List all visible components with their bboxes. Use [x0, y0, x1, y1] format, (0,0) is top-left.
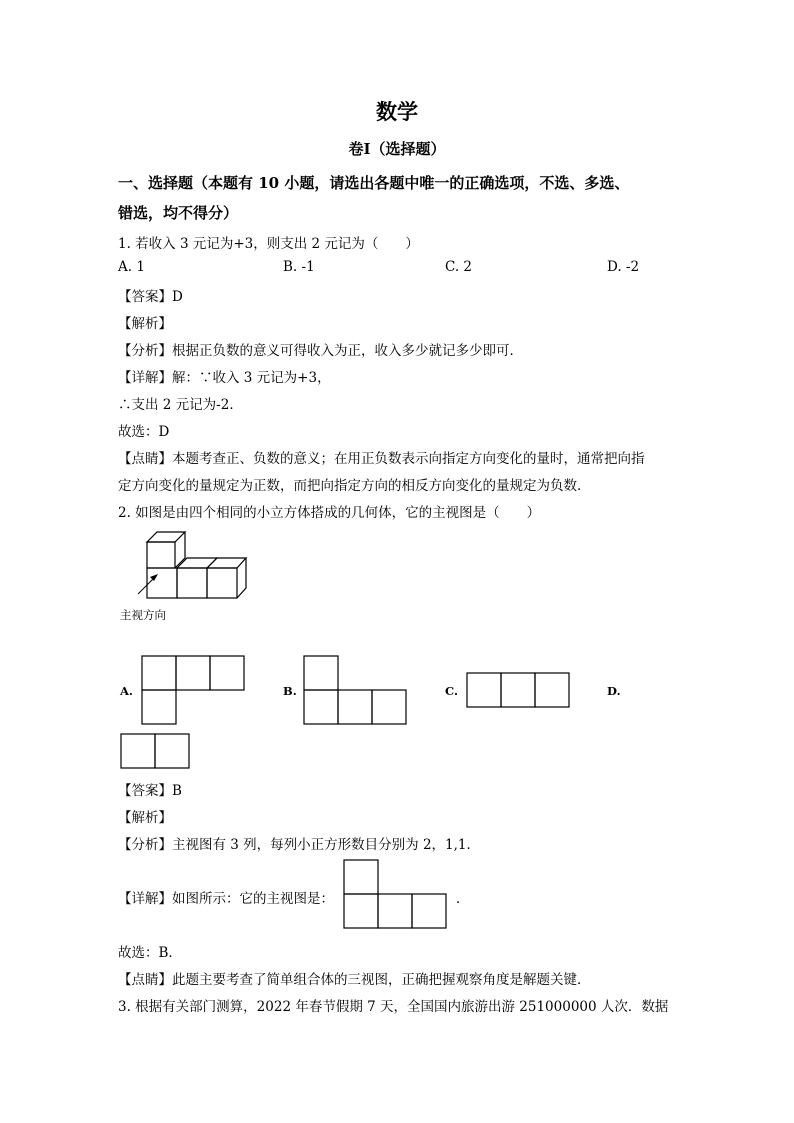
q1-choice: 故选：D	[118, 424, 170, 440]
q2-detail-end: ．	[456, 891, 470, 907]
q2-choice: 故选：B．	[118, 945, 182, 961]
q2-option-a-label: A.	[120, 684, 133, 698]
q2-jiexi-heading: 【解析】	[118, 810, 172, 826]
q1-option-a: A. 1	[118, 259, 145, 275]
q2-option-d-figure	[120, 733, 192, 769]
q3-stem: 3. 根据有关部门测算，2022 年春节假期 7 天，全国国内旅游出游 251000000 人次．数据	[118, 999, 669, 1015]
q1-jiexi-heading: 【解析】	[118, 316, 172, 332]
q1-step: ∴支出 2 元记为-2．	[118, 397, 243, 413]
section-heading-line1: 一、选择题（本题有 10 小题，请选出各题中唯一的正确选项，不选、多选、	[118, 174, 630, 192]
q2-comment: 【点睛】此题主要考查了简单组合体的三视图，正确把握观察角度是解题关键．	[118, 972, 591, 988]
page-title: 数学	[376, 99, 418, 124]
section-heading-line2: 错选，均不得分）	[118, 204, 239, 222]
q1-detail: 【详解】解：∵收入 3 元记为+3，	[118, 370, 331, 386]
q2-option-c-figure	[466, 672, 572, 708]
q2-analysis: 【分析】主视图有 3 列，每列小正方形数目分别为 2，1,1．	[118, 837, 481, 853]
q1-comment-line2: 定方向变化的量规定为正数，而把向指定方向的相反方向变化的量规定为负数．	[118, 478, 591, 494]
q2-option-c-label: C.	[445, 684, 458, 698]
q2-answer: 【答案】B	[118, 783, 182, 799]
q2-front-view-figure	[343, 859, 449, 929]
q2-cube-figure	[146, 524, 250, 600]
q1-answer: 【答案】D	[118, 289, 183, 305]
q2-view-direction-caption: 主视方向	[120, 608, 166, 622]
q1-option-b: B. -1	[283, 259, 315, 275]
q2-option-b-label: B.	[283, 684, 297, 698]
q1-stem: 1. 若收入 3 元记为+3，则支出 2 元记为（ ）	[118, 236, 419, 252]
q1-analysis: 【分析】根据正负数的意义可得收入为正，收入多少就记多少即可．	[118, 343, 523, 359]
q2-option-a-figure	[141, 655, 247, 725]
q1-comment-line1: 【点睛】本题考查正、负数的意义；在用正负数表示向指定方向变化的量时，通常把向指	[118, 451, 645, 467]
paper-subtitle: 卷Ⅰ（选择题）	[348, 140, 446, 158]
q2-detail: 【详解】如图所示：它的主视图是：	[118, 891, 334, 907]
q1-option-d: D. -2	[607, 259, 640, 275]
q2-option-d-label: D.	[607, 684, 621, 698]
q1-option-c: C. 2	[445, 259, 473, 275]
q2-option-b-figure	[303, 655, 409, 725]
q2-stem: 2. 如图是由四个相同的小立方体搭成的几何体，它的主视图是（ ）	[118, 505, 541, 521]
